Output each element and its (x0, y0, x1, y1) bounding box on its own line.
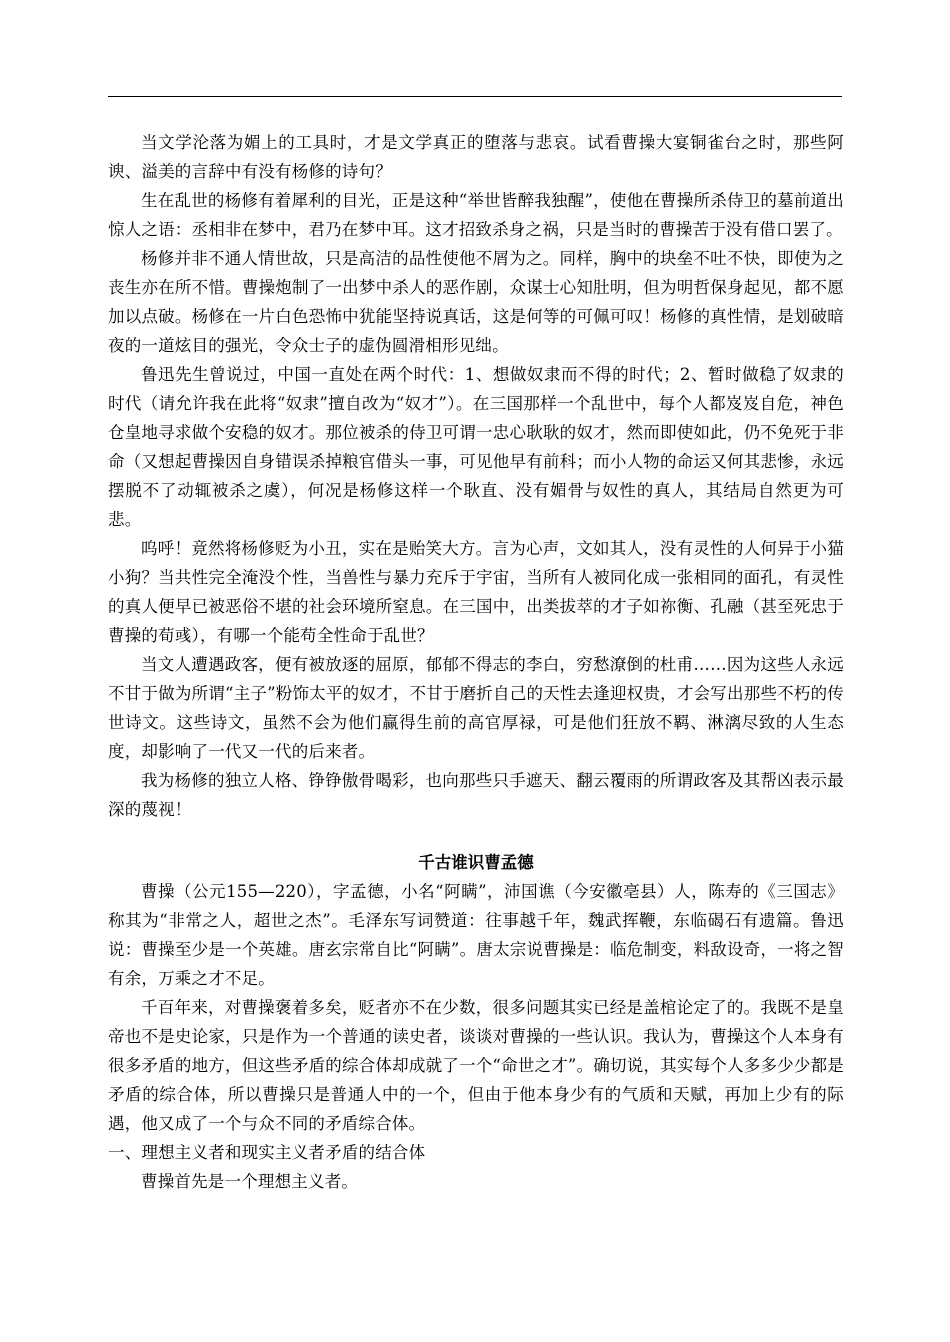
paragraph: 杨修并非不通人情世故，只是高洁的品性使他不屑为之。同样，胸中的块垒不吐不快，即使为之丧生亦在所不惜。曹操炮制了一出梦中杀人的恶作剧，众谋士心知肚明，但为明哲保身起见，都不愿加以点破。杨修在一片白色恐怖中犹能坚持说真话，这是何等的可佩可叹！杨修的真性情，是划破暗夜的一道炫目的强光，令众士子的虚伪圆滑相形见绌。 (108, 249, 844, 355)
paragraph: 千百年来，对曹操褒着多矣，贬者亦不在少数，很多问题其实已经是盖棺论定了的。我既不是皇帝也不是史论家，只是作为一个普通的读史者，谈谈对曹操的一些认识。我认为，曹操这个人本身有很多矛盾的地方，但这些矛盾的综合体却成就了一个“命世之才”。确切说，其实每个人多多少少都是矛盾的综合体，所以曹操只是普通人中的一个，但由于他本身少有的气质和天赋，再加上少有的际遇，他又成了一个与众不同的矛盾综合体。 (108, 998, 844, 1133)
document-body (108, 128, 844, 1196)
paragraph: 曹操首先是一个理想主义者。 (141, 1172, 359, 1191)
paragraph: 我为杨修的独立人格、铮铮傲骨喝彩，也向那些只手遮天、翻云覆雨的所谓政客及其帮凶表示最深的蔑视！ (108, 771, 844, 819)
paragraph: 呜呼！竟然将杨修贬为小丑，实在是贻笑大方。言为心声，文如其人，没有灵性的人何异于小猫小狗？当共性完全淹没个性，当兽性与暴力充斥于宇宙，当所有人被同化成一张相同的面孔，有灵性的真人便早已被恶俗不堪的社会环境所窒息。在三国中，出类拔萃的才子如祢衡、孔融（甚至死忠于曹操的荀彧），有哪一个能苟全性命于乱世？ (108, 539, 844, 645)
article-title: 千古谁识曹孟德 (418, 853, 534, 872)
paragraph: 当文学沦落为媚上的工具时，才是文学真正的堕落与悲哀。试看曹操大宴铜雀台之时，那些阿谀、溢美的言辞中有没有杨修的诗句？ (108, 133, 844, 181)
paragraph: 生在乱世的杨修有着犀利的目光，正是这种“举世皆醉我独醒”，使他在曹操所杀侍卫的墓前道出惊人之语：丞相非在梦中，君乃在梦中耳。这才招致杀身之祸，只是当时的曹操苦于没有借口罢了。 (108, 191, 844, 239)
paragraph: 当文人遭遇政客，便有被放逐的屈原，郁郁不得志的李白，穷愁潦倒的杜甫……因为这些人永远不甘于做为所谓“主子”粉饰太平的奴才，不甘于磨折自己的天性去逢迎权贵，才会写出那些不朽的传世诗文。这些诗文，虽然不会为他们赢得生前的高官厚禄，可是他们狂放不羁、淋漓尽致的人生态度，却影响了一代又一代的后来者。 (108, 655, 844, 761)
paragraph: 曹操（公元155—220），字孟德，小名“阿瞒”，沛国谯（今安徽亳县）人，陈寿的《三国志》称其为“非常之人，超世之杰”。毛泽东写词赞道：往事越千年，魏武挥鞭，东临碣石有遗篇。鲁迅说：曹操至少是一个英雄。唐玄宗常自比“阿瞒”。唐太宗说曹操是：临危制变，料敌设奇，一将之智有余，万乘之才不足。 (108, 882, 844, 988)
header-rule (108, 96, 842, 97)
section-subheading: 一、理想主义者和现实主义者矛盾的结合体 (108, 1143, 426, 1162)
paragraph: 鲁迅先生曾说过，中国一直处在两个时代：1、想做奴隶而不得的时代；2、暂时做稳了奴隶的时代（请允许我在此将“奴隶”擅自改为“奴才”）。在三国那样一个乱世中，每个人都岌岌自危，神色仓皇地寻求做个安稳的奴才。那位被杀的侍卫可谓一忠心耿耿的奴才，然而即使如此，仍不免死于非命（又想起曹操因自身错误杀掉粮官借头一事，可见他早有前科；而小人物的命运又何其悲惨，永远摆脱不了动辄被杀之虞），何况是杨修这样一个耿直、没有媚骨与奴性的真人，其结局自然更为可悲。 (108, 365, 844, 529)
